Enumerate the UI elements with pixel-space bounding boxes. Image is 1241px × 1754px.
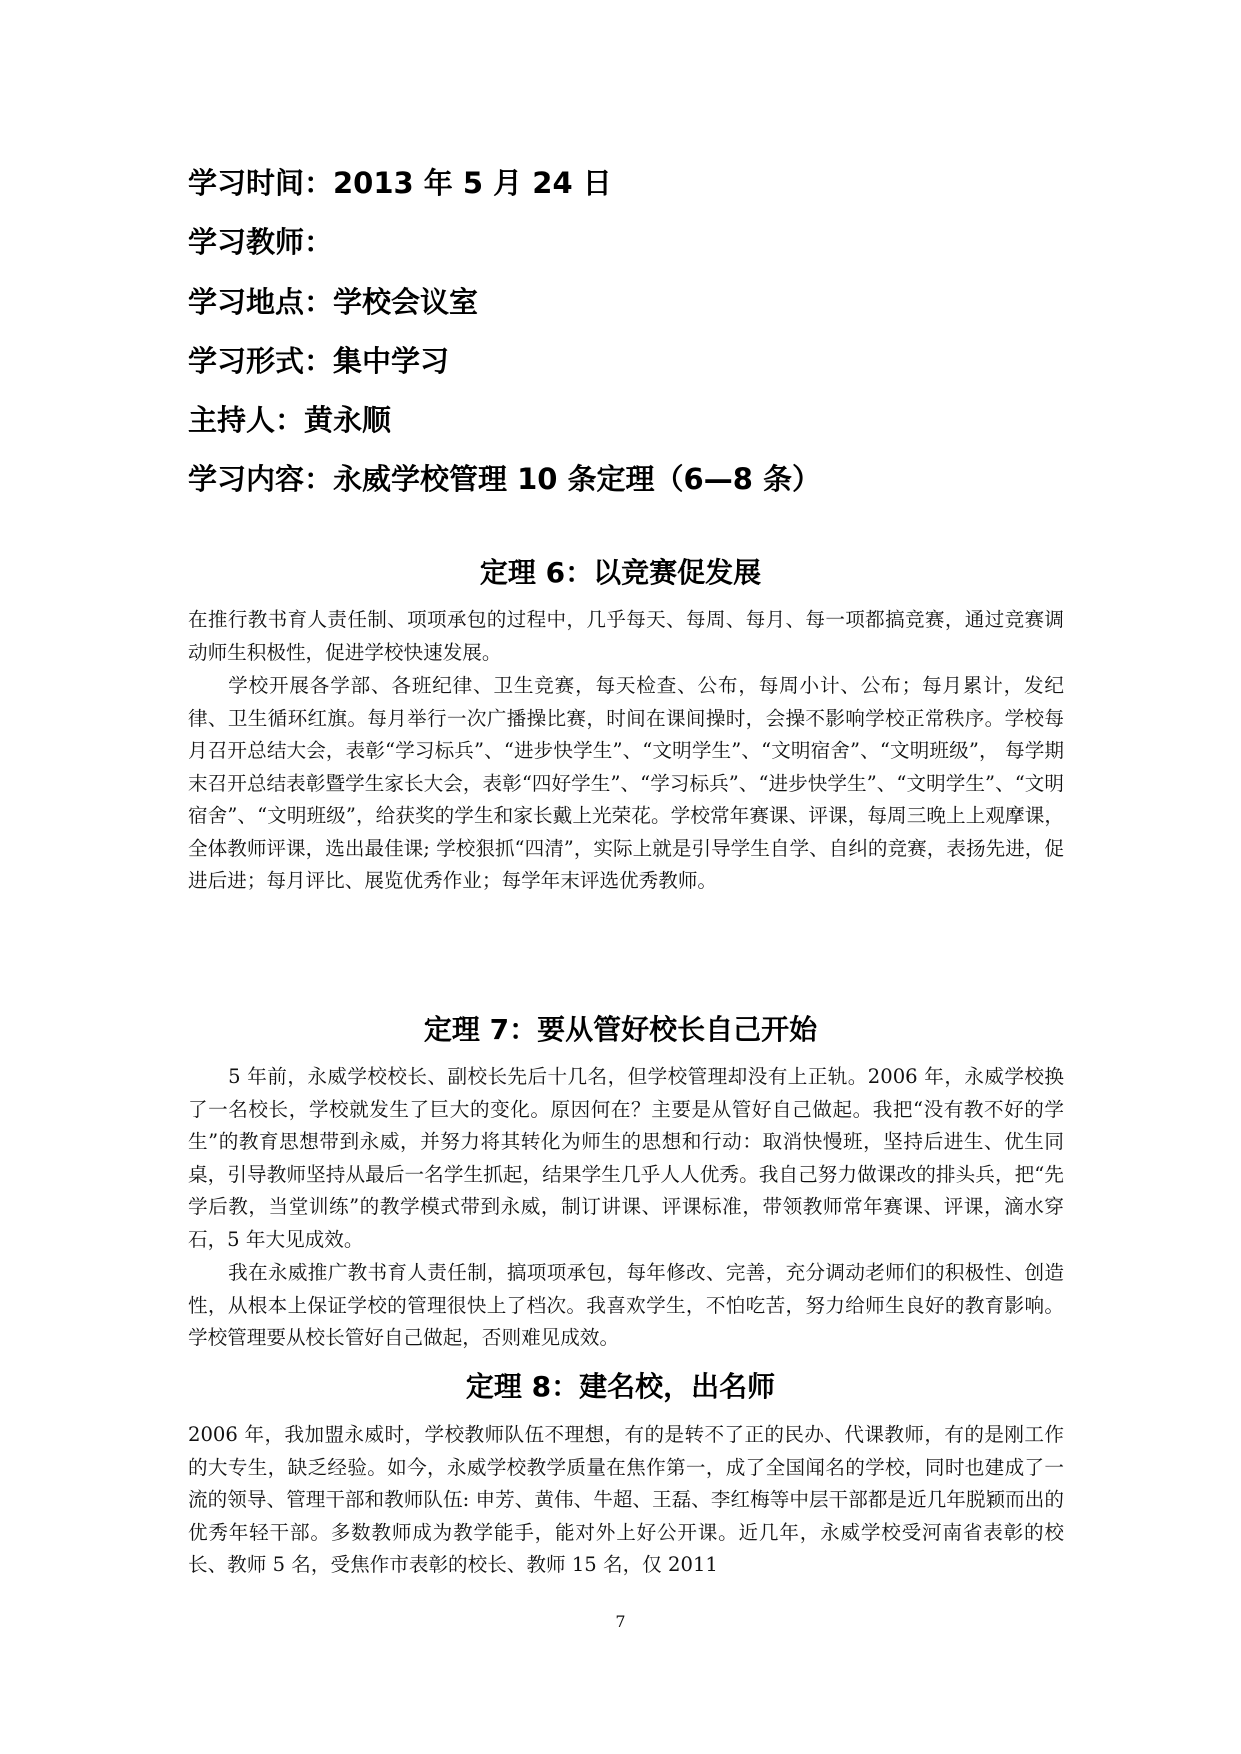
theorem-8-title: 定理 8：建名校，出名师 — [465, 1370, 776, 1403]
theorem-6-paragraph-1: 在推行教书育人责任制、项项承包的过程中，几乎每天、每周、每月、每一项都搞竞赛，通过竞赛调动师生积极性，促进学校快速发展。 — [188, 608, 1064, 664]
host-line: 主持人：黄永顺 — [188, 403, 392, 437]
study-content-line: 学习内容：永威学校管理 10 条定理（6—8 条） — [188, 462, 822, 496]
study-teacher-line: 学习教师： — [188, 225, 334, 259]
theorem-7-paragraph-1: 5 年前，永威学校校长、副校长先后十几名，但学校管理却没有上正轨。2006 年，永威学校换了一名校长，学校就发生了巨大的变化。原因何在？主要是从管好自己做起。我把“没有教不好的学生”的教育思想带到永威，并努力将其转化为师生的思想和行动：取消快慢班，坚持后进生、优生同桌，引导教师坚持从最后一名学生抓起，结果学生几乎人人优秀。我自己努力做课改的排头兵，把“先学后教，当堂训练”的教学模式带到永威，制订讲课、评课标准，带领教师常年赛课、评课，滴水穿石，5 年大见成效。 — [188, 1065, 1064, 1251]
theorem-8-paragraph-1: 2006 年，我加盟永威时，学校教师队伍不理想，有的是转不了正的民办、代课教师，有的是刚工作的大专生，缺乏经验。如今，永威学校教学质量在焦作第一，成了全国闻名的学校，同时也建成了一流的领导、管理干部和教师队伍: 申芳、黄伟、牛超、王磊、李红梅等中层干部都是近几年脱颖而出的优秀年轻干部。多数教师成为教学能手，能对外上好公开课。近几年，永威学校受河南省表彰的校长、教师 5 名，受焦作市表彰的校长、教师 15 名，仅 2011 — [188, 1423, 1064, 1576]
study-place-line: 学习地点：学校会议室 — [188, 285, 479, 319]
theorem-6-title: 定理 6：以竞赛促发展 — [479, 556, 762, 589]
study-form-line: 学习形式：集中学习 — [188, 344, 450, 378]
theorem-7-title: 定理 7：要从管好校长自己开始 — [423, 1013, 818, 1046]
theorem-7-paragraph-2: 我在永威推广教书育人责任制，搞项项承包，每年修改、完善，充分调动老师们的积极性、创造性，从根本上保证学校的管理很快上了档次。我喜欢学生，不怕吃苦，努力给师生良好的教育影响。学校管理要从校长管好自己做起，否则难见成效。 — [188, 1261, 1064, 1349]
page-number: 7 — [615, 1612, 626, 1631]
theorem-6-paragraph-2: 学校开展各学部、各班纪律、卫生竞赛，每天检查、公布，每周小计、公布；每月累计，发纪律、卫生循环红旗。每月举行一次广播操比赛，时间在课间操时，会操不影响学校正常秩序。学校每月召开总结大会，表彰“学习标兵”、“进步快学生”、“文明学生”、“文明宿舍”、“文明班级”， 每学期末召开总结表彰暨学生家长大会，表彰“四好学生”、“学习标兵”、“进步快学生”、“文明学生”、“文明宿舍”、“文明班级”，给获奖的学生和家长戴上光荣花。学校常年赛课、评课，每周三晚上上观摩课，全体教师评课，选出最佳课; 学校狠抓“四清”，实际上就是引导学生自学、自纠的竞赛，表扬先进，促进后进；每月评比、展览优秀作业；每学年末评选优秀教师。 — [188, 674, 1064, 892]
study-time-line: 学习时间：2013 年 5 月 24 日 — [188, 166, 612, 200]
